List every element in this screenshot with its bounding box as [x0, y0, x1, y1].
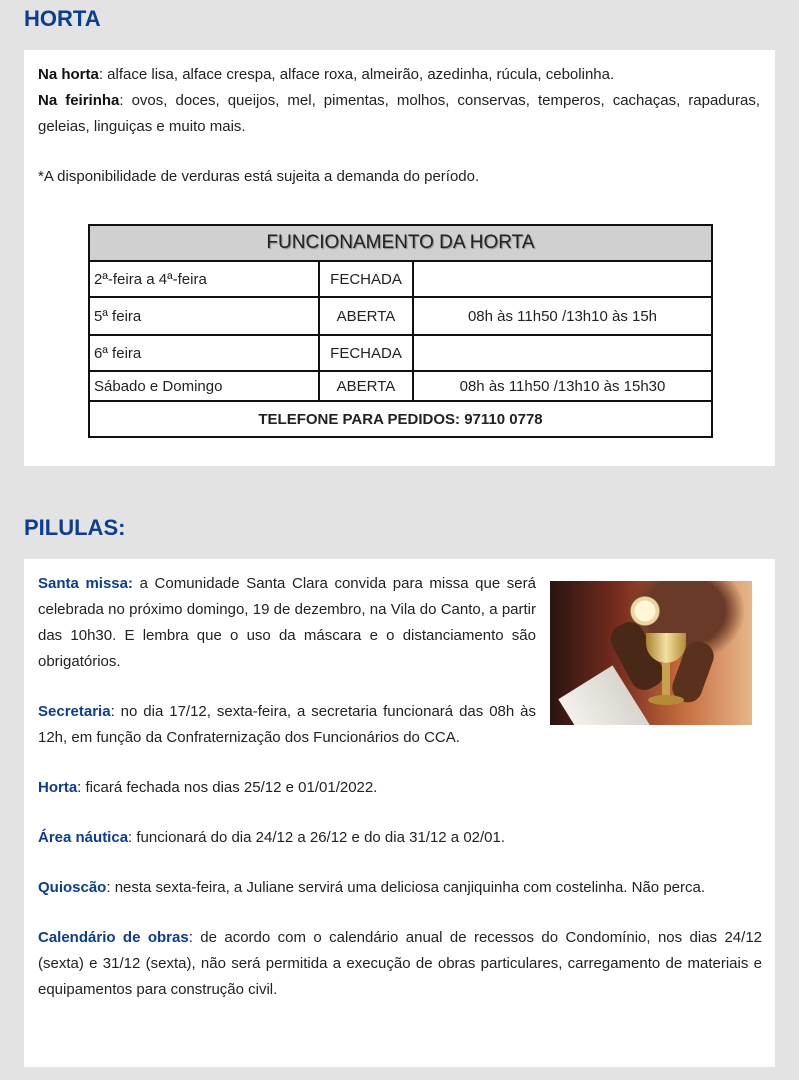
schedule-hours: 08h às 11h50 /13h10 às 15h30: [413, 371, 712, 401]
schedule-status: ABERTA: [319, 297, 413, 335]
item-label: Santa missa:: [38, 575, 133, 592]
schedule-status: FECHADA: [319, 261, 413, 297]
na-feirinha-label: Na feirinha: [38, 92, 120, 109]
na-horta-paragraph: [38, 62, 760, 88]
schedule-day: 2ª-feira a 4ª-feira: [89, 261, 319, 297]
item-text: : no dia 17/12, sexta-feira, a secretaria funcionará das 08h às 12h, em função da Confraternização dos Funcionários do CCA.: [38, 703, 536, 746]
item-label: Secretaria: [38, 703, 111, 720]
na-feirinha-paragraph: [38, 88, 760, 140]
schedule-status: FECHADA: [319, 335, 413, 371]
pilulas-list: [38, 571, 762, 1003]
list-item: [38, 775, 762, 801]
schedule-day: 6ª feira: [89, 335, 319, 371]
table-row: [89, 371, 712, 401]
schedule-day: Sábado e Domingo: [89, 371, 319, 401]
schedule-day: 5ª feira: [89, 297, 319, 335]
schedule-hours: 08h às 11h50 /13h10 às 15h: [413, 297, 712, 335]
item-label: Quioscão: [38, 879, 107, 896]
availability-note: *A disponibilidade de verduras está sujeita a demanda do período.: [38, 168, 480, 185]
item-text: a Comunidade Santa Clara convida para missa que será celebrada no próximo domingo, 19 de dezembro, na Vila do Canto, a partir das 10h30. E lembra que o uso da máscara e o distanciamento são obrigatórios.: [38, 575, 536, 670]
list-item: [38, 925, 762, 1003]
schedule-status: ABERTA: [319, 371, 413, 401]
horta-section-title: HORTA: [24, 6, 101, 31]
list-item: [38, 875, 762, 901]
schedule-hours: [413, 335, 712, 371]
schedule-table-header: FUNCIONAMENTO DA HORTA: [89, 225, 712, 261]
na-horta-label: Na horta: [38, 66, 99, 83]
na-horta-text: : alface lisa, alface crespa, alface roxa, almeirão, azedinha, rúcula, cebolinha.: [98, 66, 615, 83]
item-text: : funcionará do dia 24/12 a 26/12 e do dia 31/12 a 02/01.: [128, 829, 506, 846]
list-item: [38, 571, 536, 675]
table-row: [89, 297, 712, 335]
phone-orders: TELEFONE PARA PEDIDOS: 97110 0778: [89, 401, 712, 437]
item-text: : de acordo com o calendário anual de recessos do Condomínio, nos dias 24/12 (sexta) e 31/12 (sexta), não será permitida a execução de obras particulares, carregamento de materiais e equipamentos para construção civil.: [38, 929, 762, 998]
item-label: Horta: [38, 779, 78, 796]
item-label: Área náutica: [38, 829, 129, 846]
list-item: [38, 699, 536, 751]
pilulas-section-title: PILULAS:: [24, 515, 126, 540]
horta-card: [24, 50, 775, 466]
list-item: [38, 825, 762, 851]
table-row: [89, 261, 712, 297]
item-text: : nesta sexta-feira, a Juliane servirá uma deliciosa canjiquinha com costelinha. Não perca.: [106, 879, 706, 896]
item-label: Calendário de obras: [38, 929, 189, 946]
horta-products: [38, 62, 760, 140]
horta-schedule-table: [88, 224, 713, 438]
schedule-hours: [413, 261, 712, 297]
item-text: : ficará fechada nos dias 25/12 e 01/01/2022.: [77, 779, 378, 796]
na-feirinha-text: : ovos, doces, queijos, mel, pimentas, molhos, conservas, temperos, cachaças, rapaduras, geleias, linguiças e muito mais.: [38, 92, 760, 135]
table-row: [89, 335, 712, 371]
pilulas-card: [24, 559, 775, 1067]
